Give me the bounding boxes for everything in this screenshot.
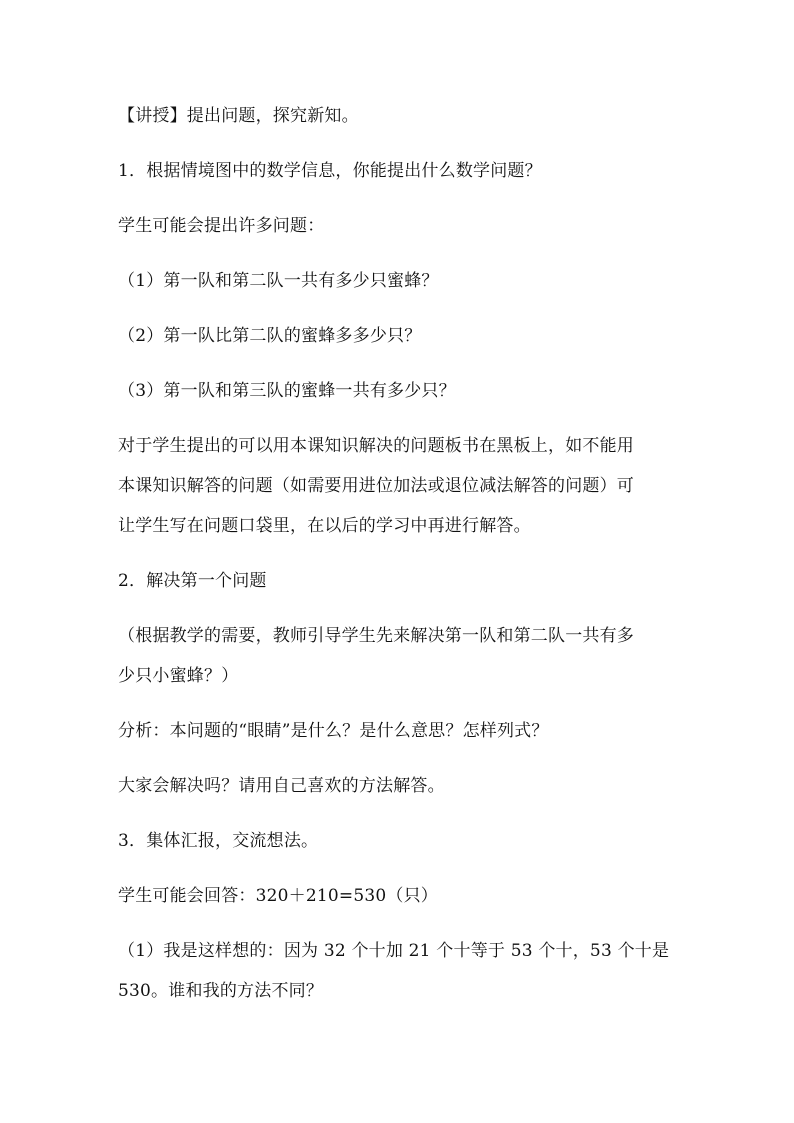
question-2-note-line-1: （根据教学的需要，教师引导学生先来解决第一队和第二队一共有多	[118, 626, 634, 646]
question-3-item-line-2: 530。谁和我的方法不同？	[118, 981, 324, 1001]
document-page	[118, 98, 678, 1009]
question-3-item-line-1: （1）我是这样想的：因为 32 个十加 21 个十等于 53 个十，53 个十是	[118, 941, 670, 961]
question-2-prompt: 大家会解决吗？请用自己喜欢的方法解答。	[118, 776, 445, 796]
teacher-note-line-1: 对于学生提出的可以用本课知识解决的问题板书在黑板上，如不能用	[118, 436, 634, 456]
question-2-note-line-2: 少只小蜜蜂？）	[118, 666, 239, 686]
teacher-note-line-2: 本课知识解答的问题（如需要用进位加法或退位减法解答的问题）可	[118, 476, 634, 496]
question-3-title: 3．集体汇报，交流想法。	[118, 831, 319, 851]
question-1-title: 1．根据情境图中的数学信息，你能提出什么数学问题？	[118, 161, 542, 181]
question-1-item-1: （1）第一队和第二队一共有多少只蜜蜂？	[118, 271, 439, 291]
teacher-note-line-3: 让学生写在问题口袋里，在以后的学习中再进行解答。	[118, 516, 531, 536]
section-heading: 【讲授】提出问题，探究新知。	[118, 106, 359, 126]
question-2-analysis: 分析：本问题的“眼睛”是什么？是什么意思？怎样列式？	[118, 721, 549, 741]
question-3-answer: 学生可能会回答：320＋210=530（只）	[118, 886, 438, 906]
question-1-item-3: （3）第一队和第三队的蜜蜂一共有多少只？	[118, 381, 456, 401]
question-1-intro: 学生可能会提出许多问题：	[118, 216, 325, 236]
question-1-item-2: （2）第一队比第二队的蜜蜂多多少只？	[118, 326, 422, 346]
question-2-title: 2．解决第一个问题	[118, 571, 267, 591]
